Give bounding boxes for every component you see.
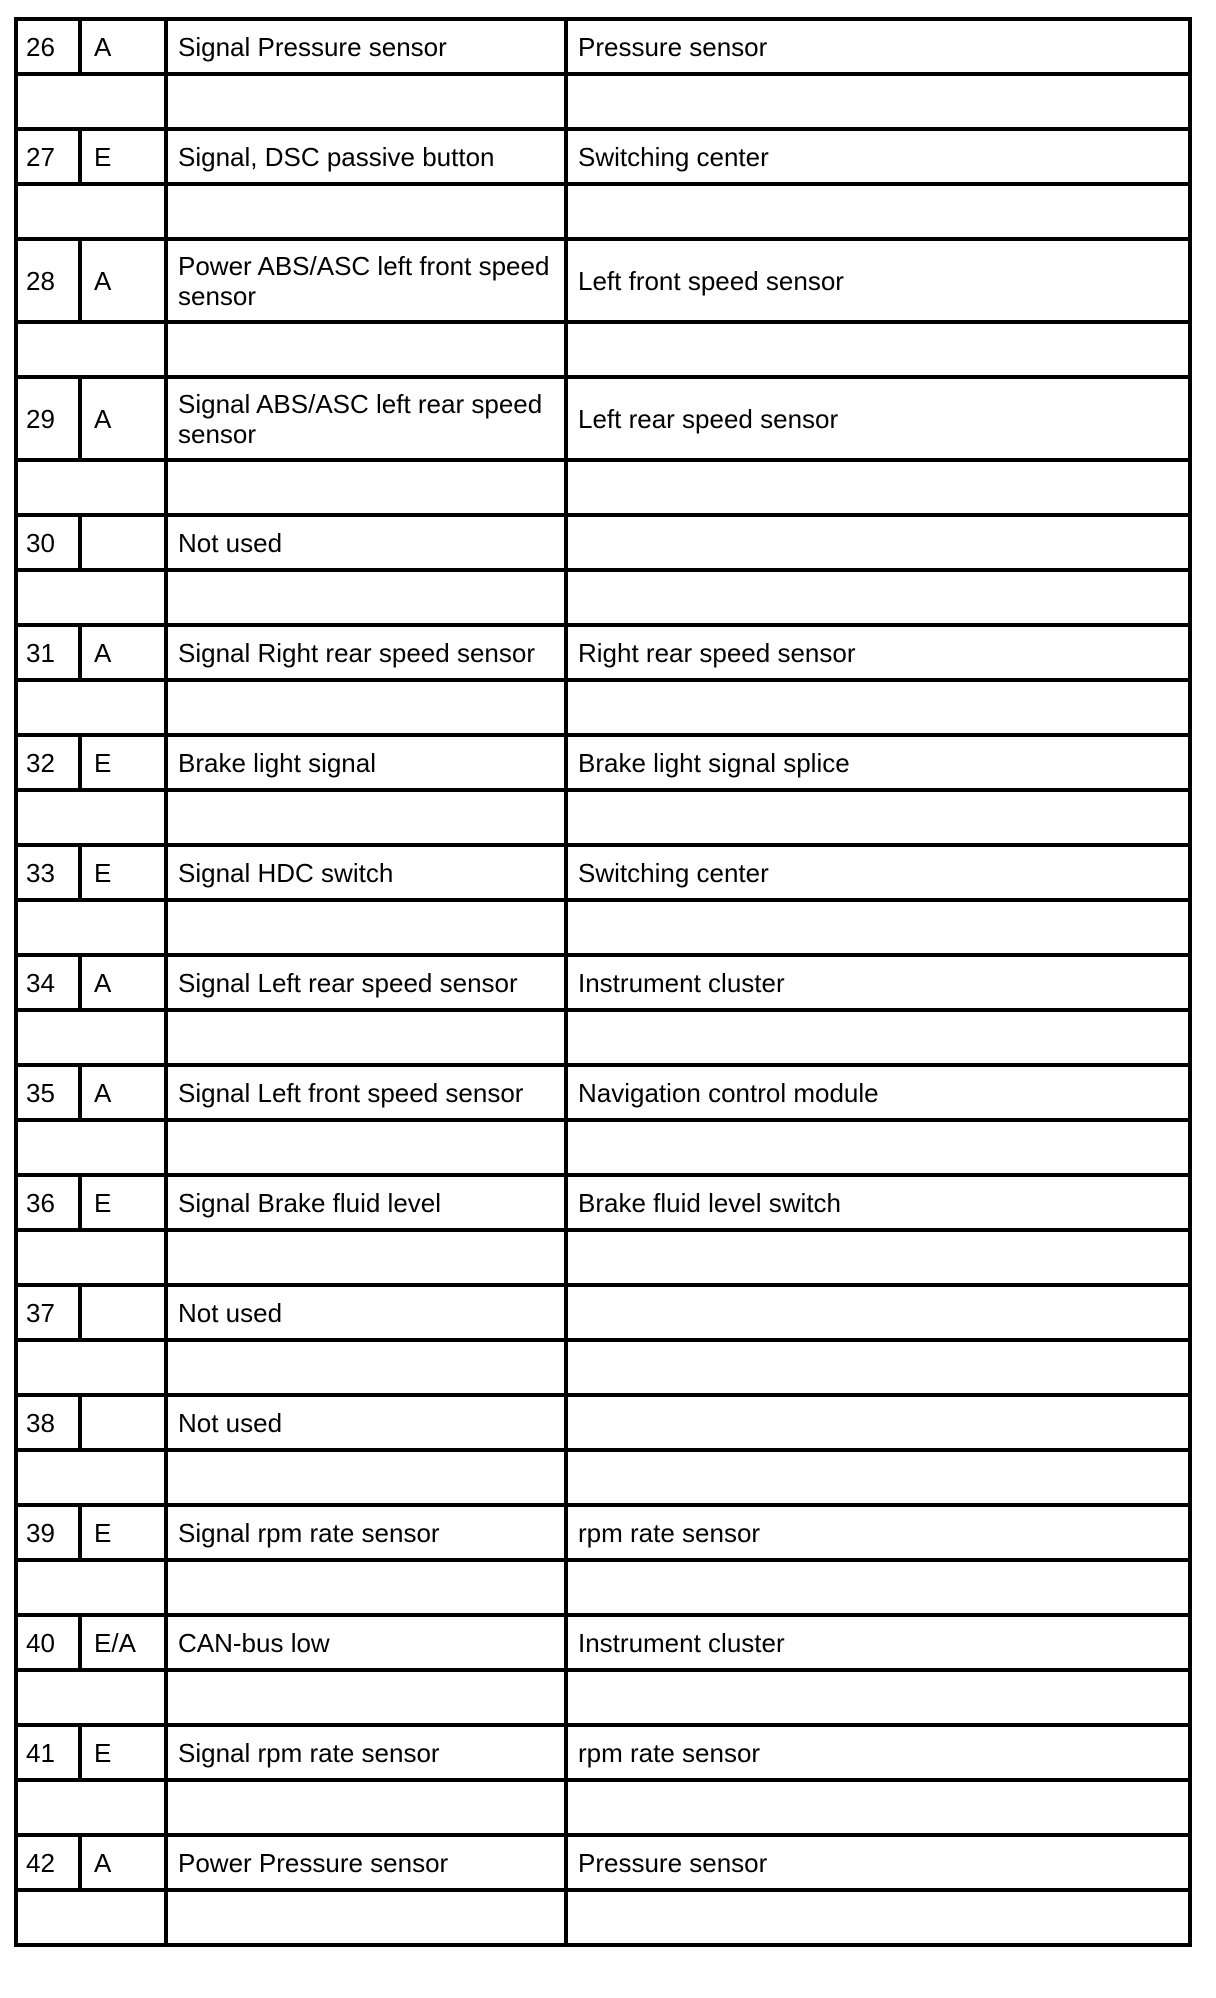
pin-signal-cell: Not used <box>166 1395 566 1450</box>
empty-cell <box>16 322 166 377</box>
empty-cell <box>566 790 1190 845</box>
pin-signal-cell: Signal Left rear speed sensor <box>166 955 566 1010</box>
empty-cell <box>16 790 166 845</box>
pin-connection-cell <box>566 515 1190 570</box>
pin-signal-cell: Signal Pressure sensor <box>166 19 566 74</box>
pin-number-cell: 36 <box>16 1175 80 1230</box>
pin-signal-cell: Not used <box>166 1285 566 1340</box>
pin-io-cell: A <box>80 377 166 460</box>
pin-signal-cell: Signal rpm rate sensor <box>166 1725 566 1780</box>
empty-cell <box>16 1450 166 1505</box>
pin-number-cell: 27 <box>16 129 80 184</box>
empty-cell <box>16 680 166 735</box>
empty-cell <box>16 1120 166 1175</box>
pin-number-cell: 37 <box>16 1285 80 1340</box>
pin-connection-cell: Instrument cluster <box>566 1615 1190 1670</box>
pin-connection-cell: Left rear speed sensor <box>566 377 1190 460</box>
pin-row <box>16 129 1190 184</box>
pin-connection-cell: rpm rate sensor <box>566 1725 1190 1780</box>
pin-number-cell: 40 <box>16 1615 80 1670</box>
empty-cell <box>566 1560 1190 1615</box>
empty-cell <box>166 680 566 735</box>
empty-cell <box>16 460 166 515</box>
pin-connection-cell: Left front speed sensor <box>566 239 1190 322</box>
pin-connection-cell: Right rear speed sensor <box>566 625 1190 680</box>
empty-cell <box>16 1230 166 1285</box>
pin-signal-cell: Signal, DSC passive button <box>166 129 566 184</box>
empty-cell <box>566 74 1190 129</box>
pin-number-cell: 35 <box>16 1065 80 1120</box>
pin-row <box>16 19 1190 74</box>
spacer-row <box>16 1670 1190 1725</box>
empty-cell <box>166 1670 566 1725</box>
empty-cell <box>166 900 566 955</box>
pin-io-cell: A <box>80 1065 166 1120</box>
empty-cell <box>166 1340 566 1395</box>
pin-signal-cell: Brake light signal <box>166 735 566 790</box>
pin-signal-cell: Signal rpm rate sensor <box>166 1505 566 1560</box>
spacer-row <box>16 184 1190 239</box>
empty-cell <box>16 1560 166 1615</box>
spacer-row <box>16 680 1190 735</box>
empty-cell <box>16 1670 166 1725</box>
pin-io-cell: E <box>80 845 166 900</box>
empty-cell <box>166 1230 566 1285</box>
spacer-row <box>16 1560 1190 1615</box>
empty-cell <box>166 1120 566 1175</box>
pin-row <box>16 377 1190 460</box>
pin-io-cell: A <box>80 625 166 680</box>
pin-connection-cell: Navigation control module <box>566 1065 1190 1120</box>
spacer-row <box>16 900 1190 955</box>
pin-io-cell: A <box>80 19 166 74</box>
pin-connection-cell: Brake light signal splice <box>566 735 1190 790</box>
pin-row <box>16 1395 1190 1450</box>
pin-number-cell: 31 <box>16 625 80 680</box>
spacer-row <box>16 1010 1190 1065</box>
pin-number-cell: 41 <box>16 1725 80 1780</box>
pin-row <box>16 1615 1190 1670</box>
empty-cell <box>566 1010 1190 1065</box>
spacer-row <box>16 1890 1190 1945</box>
pin-connection-cell: Brake fluid level switch <box>566 1175 1190 1230</box>
empty-cell <box>566 184 1190 239</box>
pin-io-cell: E <box>80 1505 166 1560</box>
empty-cell <box>166 184 566 239</box>
pin-row <box>16 1175 1190 1230</box>
pin-signal-cell: Power Pressure sensor <box>166 1835 566 1890</box>
pin-number-cell: 38 <box>16 1395 80 1450</box>
pin-io-cell <box>80 515 166 570</box>
empty-cell <box>166 790 566 845</box>
empty-cell <box>566 1670 1190 1725</box>
empty-cell <box>566 1120 1190 1175</box>
empty-cell <box>166 74 566 129</box>
pin-assignment-table <box>14 17 1192 1947</box>
empty-cell <box>16 1780 166 1835</box>
empty-cell <box>16 1890 166 1945</box>
empty-cell <box>566 1230 1190 1285</box>
pin-connection-cell <box>566 1285 1190 1340</box>
empty-cell <box>16 1010 166 1065</box>
pin-row <box>16 1835 1190 1890</box>
empty-cell <box>566 1890 1190 1945</box>
pin-number-cell: 30 <box>16 515 80 570</box>
pin-io-cell <box>80 1285 166 1340</box>
empty-cell <box>166 460 566 515</box>
pin-io-cell: E/A <box>80 1615 166 1670</box>
spacer-row <box>16 1230 1190 1285</box>
pin-io-cell: E <box>80 1725 166 1780</box>
pin-row <box>16 1725 1190 1780</box>
empty-cell <box>566 460 1190 515</box>
empty-cell <box>16 74 166 129</box>
pin-io-cell: A <box>80 239 166 322</box>
empty-cell <box>566 570 1190 625</box>
pin-number-cell: 39 <box>16 1505 80 1560</box>
empty-cell <box>566 1780 1190 1835</box>
empty-cell <box>566 322 1190 377</box>
pin-number-cell: 33 <box>16 845 80 900</box>
spacer-row <box>16 1450 1190 1505</box>
spacer-row <box>16 570 1190 625</box>
pin-io-cell: E <box>80 1175 166 1230</box>
pin-row <box>16 1065 1190 1120</box>
pin-connection-cell: Pressure sensor <box>566 1835 1190 1890</box>
empty-cell <box>166 1780 566 1835</box>
pin-connection-cell: Pressure sensor <box>566 19 1190 74</box>
pin-io-cell: E <box>80 129 166 184</box>
pin-signal-cell: Signal Left front speed sensor <box>166 1065 566 1120</box>
pin-io-cell: A <box>80 955 166 1010</box>
pin-row <box>16 515 1190 570</box>
pin-row <box>16 735 1190 790</box>
empty-cell <box>566 1450 1190 1505</box>
pin-number-cell: 32 <box>16 735 80 790</box>
pin-number-cell: 26 <box>16 19 80 74</box>
spacer-row <box>16 1120 1190 1175</box>
pin-number-cell: 42 <box>16 1835 80 1890</box>
pin-signal-cell: Signal Brake fluid level <box>166 1175 566 1230</box>
pin-number-cell: 29 <box>16 377 80 460</box>
pin-io-cell <box>80 1395 166 1450</box>
pin-signal-cell: Power ABS/ASC left front speed sensor <box>166 239 566 322</box>
pin-signal-cell: CAN-bus low <box>166 1615 566 1670</box>
spacer-row <box>16 1340 1190 1395</box>
empty-cell <box>16 1340 166 1395</box>
spacer-row <box>16 1780 1190 1835</box>
pin-number-cell: 34 <box>16 955 80 1010</box>
empty-cell <box>166 1450 566 1505</box>
spacer-row <box>16 74 1190 129</box>
spacer-row <box>16 460 1190 515</box>
pin-connection-cell <box>566 1395 1190 1450</box>
pin-io-cell: A <box>80 1835 166 1890</box>
empty-cell <box>16 184 166 239</box>
pin-signal-cell: Signal HDC switch <box>166 845 566 900</box>
pin-row <box>16 239 1190 322</box>
empty-cell <box>16 570 166 625</box>
pin-row <box>16 1505 1190 1560</box>
pin-io-cell: E <box>80 735 166 790</box>
pin-connection-cell: Instrument cluster <box>566 955 1190 1010</box>
empty-cell <box>166 1890 566 1945</box>
pin-number-cell: 28 <box>16 239 80 322</box>
empty-cell <box>166 1010 566 1065</box>
empty-cell <box>566 680 1190 735</box>
spacer-row <box>16 790 1190 845</box>
empty-cell <box>566 900 1190 955</box>
pin-signal-cell: Not used <box>166 515 566 570</box>
pin-row <box>16 1285 1190 1340</box>
empty-cell <box>166 322 566 377</box>
pin-row <box>16 625 1190 680</box>
empty-cell <box>16 900 166 955</box>
empty-cell <box>166 1560 566 1615</box>
empty-cell <box>166 570 566 625</box>
pin-row <box>16 955 1190 1010</box>
pin-row <box>16 845 1190 900</box>
pin-connection-cell: Switching center <box>566 129 1190 184</box>
pin-connection-cell: Switching center <box>566 845 1190 900</box>
spacer-row <box>16 322 1190 377</box>
pin-signal-cell: Signal ABS/ASC left rear speed sensor <box>166 377 566 460</box>
pin-connection-cell: rpm rate sensor <box>566 1505 1190 1560</box>
empty-cell <box>566 1340 1190 1395</box>
pin-table-body <box>16 19 1190 1945</box>
pin-signal-cell: Signal Right rear speed sensor <box>166 625 566 680</box>
